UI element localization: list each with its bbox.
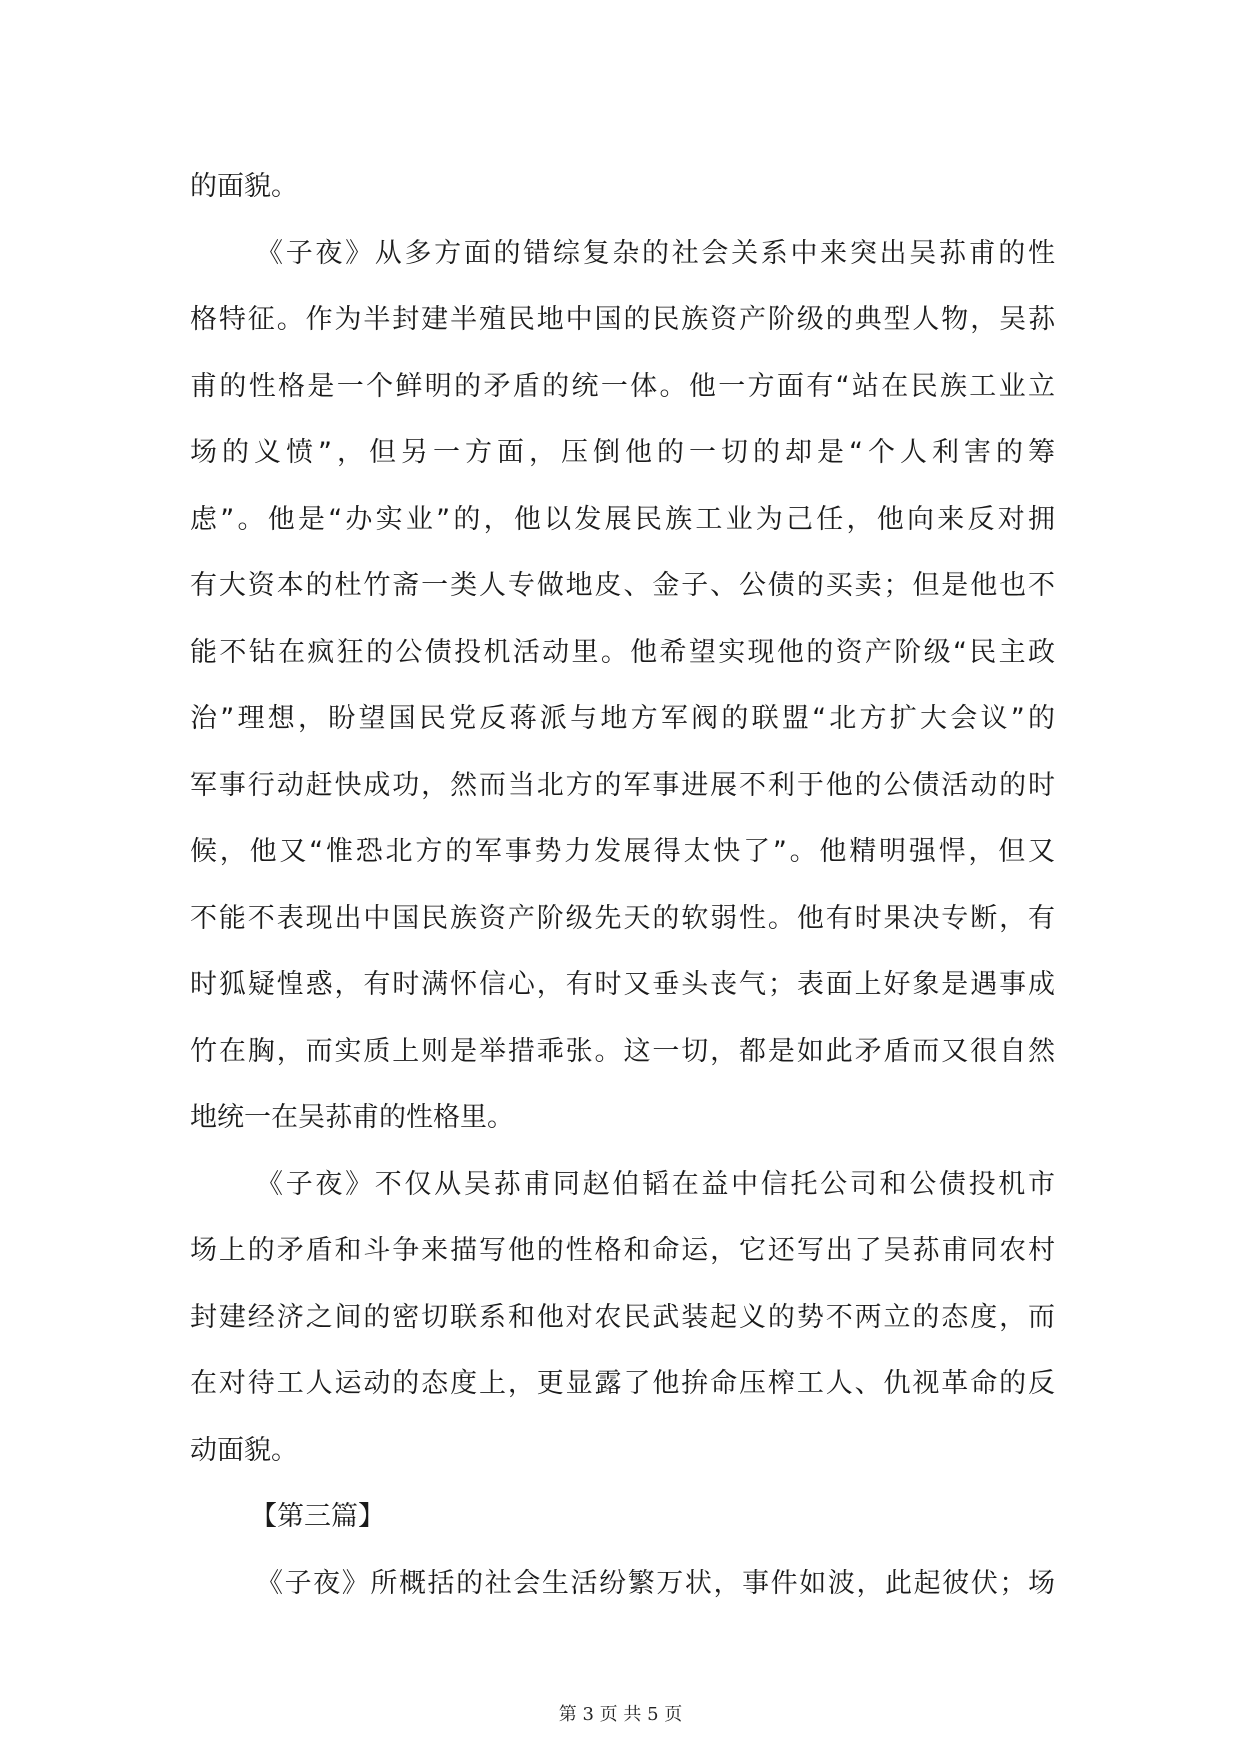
text-line: 封建经济之间的密切联系和他对农民武装起义的势不两立的态度，而 xyxy=(190,1301,1055,1333)
text-line: 时狐疑惶惑，有时满怀信心，有时又垂头丧气；表面上好象是遇事成 xyxy=(190,969,1055,1000)
text-line: 治”理想，盼望国民党反蒋派与地方军阀的联盟“北方扩大会议”的 xyxy=(190,703,1055,734)
text-line: 《子夜》从多方面的错综复杂的社会关系中来突出吴荪甫的性 xyxy=(256,237,1055,269)
text-line: 《子夜》所概括的社会生活纷繁万状，事件如波，此起彼伏；场 xyxy=(256,1567,1055,1599)
text-line: 虑”。他是“办实业”的，他以发展民族工业为己任，他向来反对拥 xyxy=(190,503,1055,535)
text-line: 甫的性格是一个鲜明的矛盾的统一体。他一方面有“站在民族工业立 xyxy=(190,370,1055,402)
body-text xyxy=(190,154,1055,1617)
page-footer: 第 3 页 共 5 页 xyxy=(558,1704,683,1725)
text-line: 场的义愤”，但另一方面，压倒他的一切的却是“个人利害的筹 xyxy=(190,437,1055,468)
text-line: 候，他又“惟恐北方的军事势力发展得太快了”。他精明强悍，但又 xyxy=(190,836,1055,867)
text-line: 不能不表现出中国民族资产阶级先天的软弱性。他有时果决专断，有 xyxy=(190,902,1055,934)
text-line: 地统一在吴荪甫的性格里。 xyxy=(190,1102,514,1133)
text-line: 能不钻在疯狂的公债投机活动里。他希望实现他的资产阶级“民主政 xyxy=(190,636,1055,668)
text-line: 有大资本的杜竹斋一类人专做地皮、金子、公债的买卖；但是他也不 xyxy=(190,570,1055,601)
section-heading: 【第三篇】 xyxy=(250,1501,385,1532)
text-line: 动面貌。 xyxy=(190,1434,298,1466)
text-line: 在对待工人运动的态度上，更显露了他拚命压榨工人、仇视革命的反 xyxy=(190,1368,1055,1399)
text-line: 场上的矛盾和斗争来描写他的性格和命运，它还写出了吴荪甫同农村 xyxy=(190,1235,1055,1266)
text-line: 竹在胸，而实质上则是举措乖张。这一切，都是如此矛盾而又很自然 xyxy=(190,1035,1055,1067)
text-line: 《子夜》不仅从吴荪甫同赵伯韬在益中信托公司和公债投机市 xyxy=(256,1168,1055,1200)
text-line: 军事行动赶快成功，然而当北方的军事进展不利于他的公债活动的时 xyxy=(190,769,1055,801)
text-line: 格特征。作为半封建半殖民地中国的民族资产阶级的典型人物，吴荪 xyxy=(190,304,1055,335)
text-line: 的面貌。 xyxy=(190,171,298,202)
